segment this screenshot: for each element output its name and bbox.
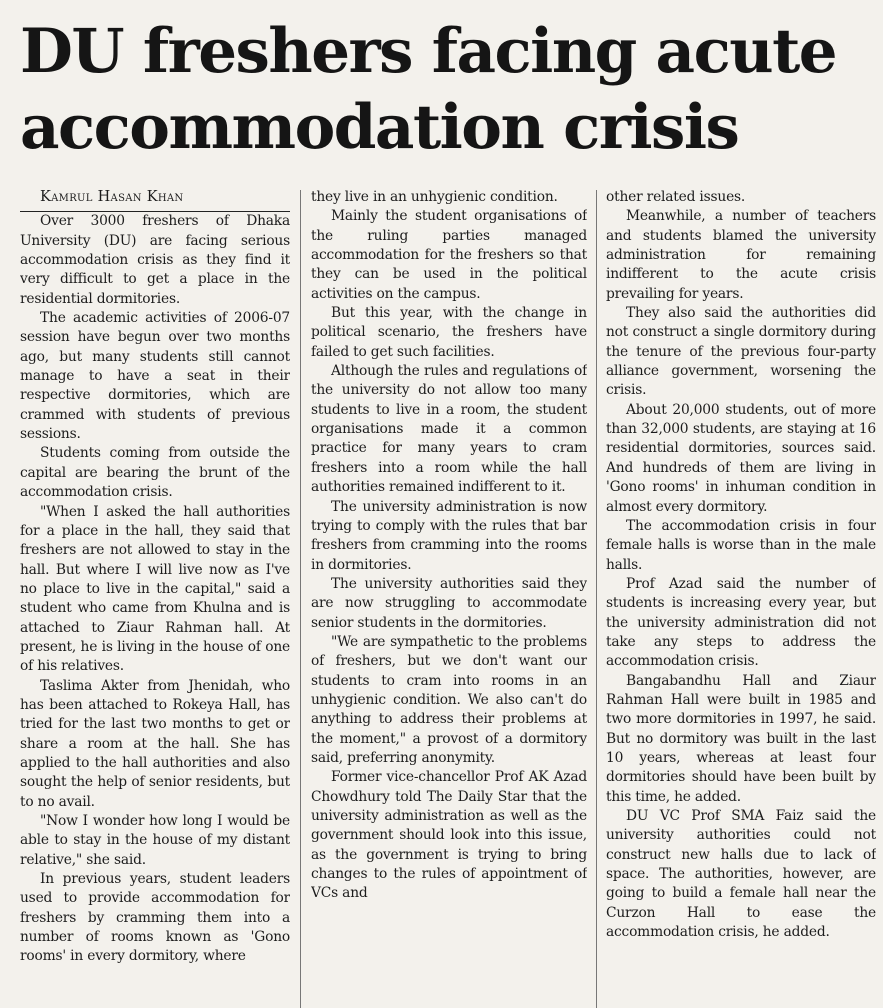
paragraph: Over 3000 freshers of Dhaka University (DU) are facing serious accommodation crisis as they find it very difficult to get a place in the residential dormitories. <box>20 213 290 307</box>
paragraph: Former vice-chancellor Prof AK Azad Chowdhury told The Daily Star that the university administration as well as the government should look into this issue, as the government is trying to bring changes to the rules of appointment of VCs and <box>311 769 587 902</box>
paragraph: Prof Azad said the number of students is increasing every year, but the university administration did not take any steps to address the accommodation crisis. <box>606 575 876 670</box>
column-divider <box>300 190 301 1008</box>
paragraph: But this year, with the change in political scenario, the freshers have failed to get such facilities. <box>311 305 587 360</box>
paragraph: The university authorities said they are now struggling to accommodate senior students in the dormitories. <box>311 575 587 631</box>
paragraph-continuation: they live in an unhygienic condition. <box>311 189 558 205</box>
paragraph: "We are sympathetic to the problems of freshers, but we don't want our students to cram into rooms in an unhygienic condition. We also can't do anything to address their problems at the moment," a provost of a dormitory said, preferring anonymity. <box>311 633 587 766</box>
paragraph: In previous years, student leaders used to provide accommodation for freshers by cramming them into a number of rooms known as 'Gono rooms' in every dormitory, where <box>20 871 290 965</box>
paragraph: Taslima Akter from Jhenidah, who has been attached to Rokeya Hall, has tried for the last two months to get or share a room at the hall. She has applied to the hall authorities and also sought the help of senior residents, but to no avail. <box>20 677 290 810</box>
paragraph: Meanwhile, a number of teachers and students blamed the university administration for remaining indifferent to the acute crisis prevailing for years. <box>606 208 876 302</box>
article-column-1 <box>20 188 290 1003</box>
paragraph: "When I asked the hall authorities for a place in the hall, they said that freshers are not allowed to stay in the hall. But where I will live now as I've no place to live in the capital," said a student who came from Khulna and is attached to Ziaur Rahman hall. At present, he is living in the house of one of his relatives. <box>20 503 290 675</box>
paragraph: The academic activities of 2006-07 session have begun over two months ago, but many students still cannot manage to have a seat in their respective dormitories, which are crammed with students of previous sessions. <box>20 310 290 443</box>
paragraph: The university administration is now trying to comply with the rules that bar freshers from cramming into the rooms in dormitories. <box>311 498 587 573</box>
article-column-2 <box>311 188 587 1003</box>
headline: DU freshers facing acute accommodation crisis <box>20 16 837 163</box>
paragraph: The accommodation crisis in four female halls is worse than in the male halls. <box>606 517 876 573</box>
paragraph: DU VC Prof SMA Faiz said the university authorities could not construct new halls due to lack of space. The authorities, however, are going to build a female hall near the Curzon Hall to ease the accommodation crisis, he added. <box>606 808 876 941</box>
paragraph: "Now I wonder how long I would be able to stay in the house of my distant relative," she said. <box>20 813 290 868</box>
paragraph: Students coming from outside the capital are bearing the brunt of the accommodation crisis. <box>20 445 290 501</box>
paragraph: Bangabandhu Hall and Ziaur Rahman Hall were built in 1985 and two more dormitories in 1997, he said. But no dormitory was built in the last 10 years, whereas at least four dormitories should have been built by this time, he added. <box>606 672 876 805</box>
byline: Kamrul Hasan Khan <box>20 188 290 212</box>
column-divider <box>596 190 597 1008</box>
paragraph-continuation: other related issues. <box>606 189 746 205</box>
paragraph: Although the rules and regulations of the university do not allow too many students to live in a room, the student organisations made it a common practice for many years to cram freshers into a room while the hall authorities remained indifferent to it. <box>311 363 587 496</box>
paragraph: About 20,000 students, out of more than 32,000 students, are staying at 16 residential dormitories, sources said. And hundreds of them are living in 'Gono rooms' in inhuman condition in almost every dormitory. <box>606 401 876 515</box>
article-column-3 <box>606 188 876 1003</box>
paragraph: They also said the authorities did not construct a single dormitory during the tenure of the previous four-party alliance government, worsening the crisis. <box>606 305 876 399</box>
paragraph: Mainly the student organisations of the ruling parties managed accommodation for the freshers so that they can be used in the political activities on the campus. <box>311 208 587 302</box>
